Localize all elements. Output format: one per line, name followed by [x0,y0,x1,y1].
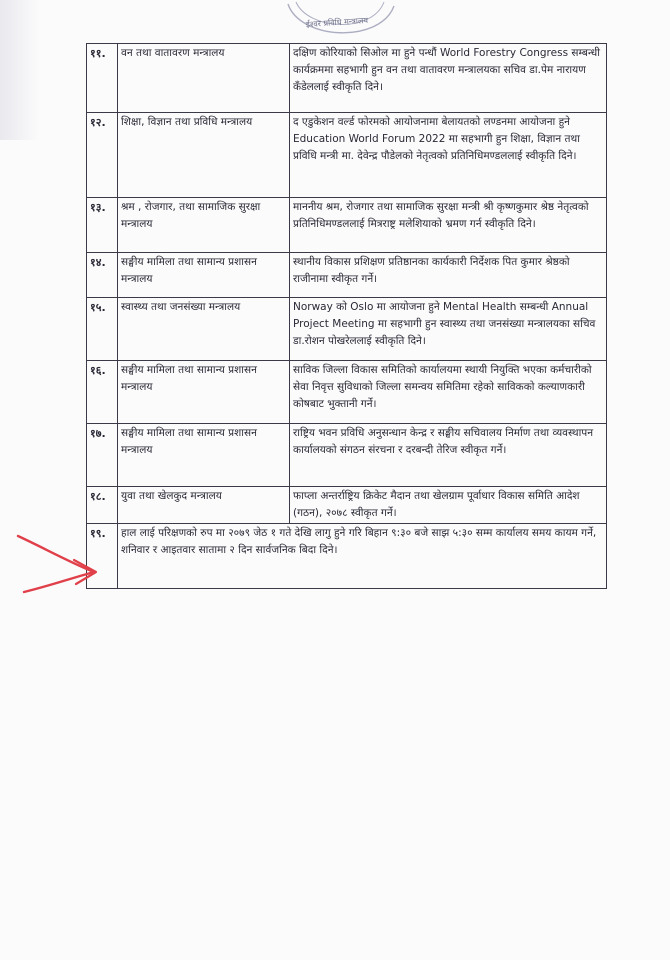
decision-cell: दक्षिण कोरियाको सिओल मा हुने पन्धौं World Forestry Congress सम्बन्धी कार्यक्रममा सहभागी हुन वन तथा वातावरण मन्त्रालयका सचिव डा.पेम नारायण कँडेललाई स्वीकृति दिने। [290,44,607,113]
row-number: १८. [87,487,118,524]
row-number: ११. [87,44,118,113]
row-number: १५. [87,298,118,361]
row-number: १३. [87,198,118,253]
ministry-cell: श्रम , रोजगार, तथा सामाजिक सुरक्षा मन्त्रालय [118,198,290,253]
table-row [87,424,607,487]
decision-cell: फाप्ला अन्तर्राष्ट्रिय क्रिकेट मैदान तथा खेलग्राम पूर्वाधार विकास समिति आदेश (गठन), २०७८ स्वीकृत गर्ने। [290,487,607,524]
decision-cell: साविक जिल्ला विकास समितिको कार्यालयमा स्थायी नियुक्ति भएका कर्मचारीको सेवा निवृत्त सुविधाको जिल्ला समन्वय समितिमा रहेको साविकको कल्याणकारी कोषबाट भुक्तानी गर्ने। [290,361,607,424]
ministry-cell: युवा तथा खेलकुद मन्त्रालय [118,487,290,524]
decision-cell: माननीय श्रम, रोजगार तथा सामाजिक सुरक्षा मन्त्री श्री कृष्णकुमार श्रेष्ठ नेतृत्वको प्रतिनिधिमण्डललाई मित्रराष्ट्र मलेशियाको भ्रमण गर्न स्वीकृति दिने। [290,198,607,253]
decision-cell: राष्ट्रिय भवन प्रविधि अनुसन्धान केन्द्र र सङ्घीय सचिवालय निर्माण तथा व्यवस्थापन कार्यालयको संगठन संरचना र दरबन्दी तेरिज स्वीकृत गर्ने। [290,424,607,487]
table-row [87,524,607,589]
row-number: १६. [87,361,118,424]
ministry-cell: स्वास्थ्य तथा जनसंख्या मन्त्रालय [118,298,290,361]
decision-cell: स्थानीय विकास प्रशिक्षण प्रतिष्ठानका कार्यकारी निर्देशक पित कुमार श्रेष्ठको राजीनामा स्वीकृत गर्ने। [290,253,607,298]
office-hours-decision-cell: हाल लाई परिक्षणको रुप मा २०७९ जेठ १ गते देखि लागु हुने गरि बिहान ९:३० बजे साझ ५:३० सम्म कार्यालय समय कायम गर्ने, शनिवार र आइतवार सातामा २ दिन सार्वजनिक बिदा दिने। [118,524,607,589]
table-row [87,361,607,424]
scan-edge-shadow [0,0,40,140]
row-number: १७. [87,424,118,487]
stamp-text: ईश्वर प्रविधि मन्त्रालय [305,15,369,30]
ministry-cell: शिक्षा, विज्ञान तथा प्रविधि मन्त्रालय [118,113,290,198]
table-row [87,487,607,524]
row-number: १९. [87,524,118,589]
table-row [87,198,607,253]
row-number: १२. [87,113,118,198]
decision-cell: Norway को Oslo मा आयोजना हुने Mental Health सम्बन्धी Annual Project Meeting मा सहभागी हुन स्वास्थ्य तथा जनसंख्या मन्त्रालयका सचिव डा.रोशन पोखरेललाई स्वीकृति दिने। [290,298,607,361]
table-row [87,253,607,298]
decision-table [86,43,607,589]
row-number: १४. [87,253,118,298]
ministry-cell: सङ्घीय मामिला तथा सामान्य प्रशासन मन्त्रालय [118,253,290,298]
table-row [87,113,607,198]
ministry-cell: सङ्घीय मामिला तथा सामान्य प्रशासन मन्त्रालय [118,424,290,487]
decision-cell: द एडुकेशन वर्ल्ड फोरमको आयोजनामा बेलायतको लण्डनमा आयोजना हुने Education World Forum 2022 मा सहभागी हुन शिक्षा, विज्ञान तथा प्रविधि मन्त्री मा. देवेन्द्र पौडेलको नेतृत्वको प्रतिनिधिमण्डललाई स्वीकृति दिने। [290,113,607,198]
ministry-cell: वन तथा वातावरण मन्त्रालय [118,44,290,113]
table-row [87,298,607,361]
table-row [87,44,607,113]
red-hand-drawn-arrow-icon [14,530,100,600]
ministry-cell: सङ्घीय मामिला तथा सामान्य प्रशासन मन्त्रालय [118,361,290,424]
